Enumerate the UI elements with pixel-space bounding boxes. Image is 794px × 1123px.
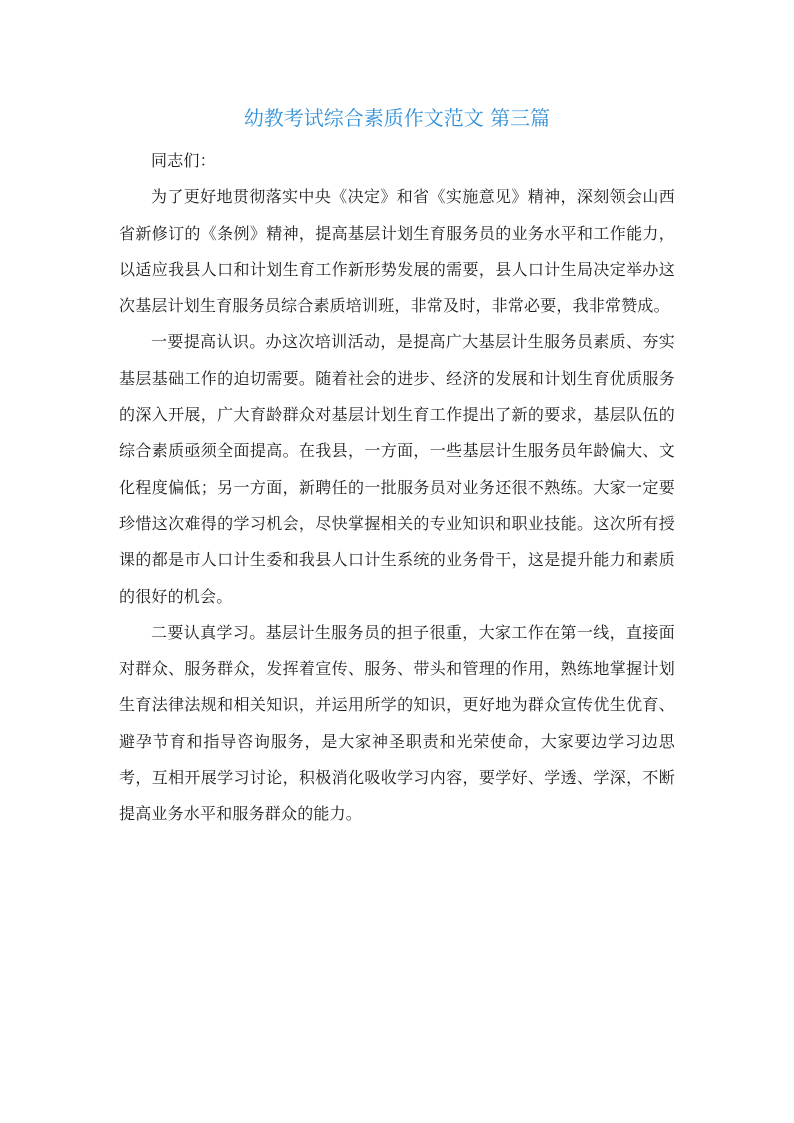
paragraph-study-earnestly: 二要认真学习。基层计生服务员的担子很重，大家工作在第一线，直接面对群众、服务群众，发挥着宣传、服务、带头和管理的作用，熟练地掌握计划生育法律法规和相关知识，并运用所学的知识，更好地为群众宣传优生优育、避孕节育和指导咨询服务，是大家神圣职责和光荣使命，大家要边学习边思考，互相开展学习讨论，积极消化吸收学习内容，要学好、学透、学深，不断提高业务水平和服务群众的能力。: [119, 622, 675, 824]
paragraph-intro: 为了更好地贯彻落实中央《决定》和省《实施意见》精神，深刻领会山西省新修订的《条例》精神，提高基层计划生育服务员的业务水平和工作能力，以适应我县人口和计划生育工作新形势发展的需要，县人口计生局决定举办这次基层计划生育服务员综合素质培训班，非常及时，非常必要，我非常赞成。: [119, 187, 675, 316]
paragraph-raise-awareness: 一要提高认识。办这次培训活动，是提高广大基层计生服务员素质、夯实基层基础工作的迫切需要。随着社会的进步、经济的发展和计划生育优质服务的深入开展，广大育龄群众对基层计划生育工作提出了新的要求，基层队伍的综合素质亟须全面提高。在我县，一方面，一些基层计生服务员年龄偏大、文化程度偏低；另一方面，新聘任的一批服务员对业务还很不熟练。大家一定要珍惜这次难得的学习机会，尽快掌握相关的专业知识和职业技能。这次所有授课的都是市人口计生委和我县人口计生系统的业务骨干，这是提升能力和素质的很好的机会。: [119, 332, 675, 606]
salutation: 同志们：: [151, 151, 216, 170]
document-body: [119, 143, 675, 833]
document-title: 幼教考试综合素质作文范文 第三篇: [243, 106, 551, 130]
